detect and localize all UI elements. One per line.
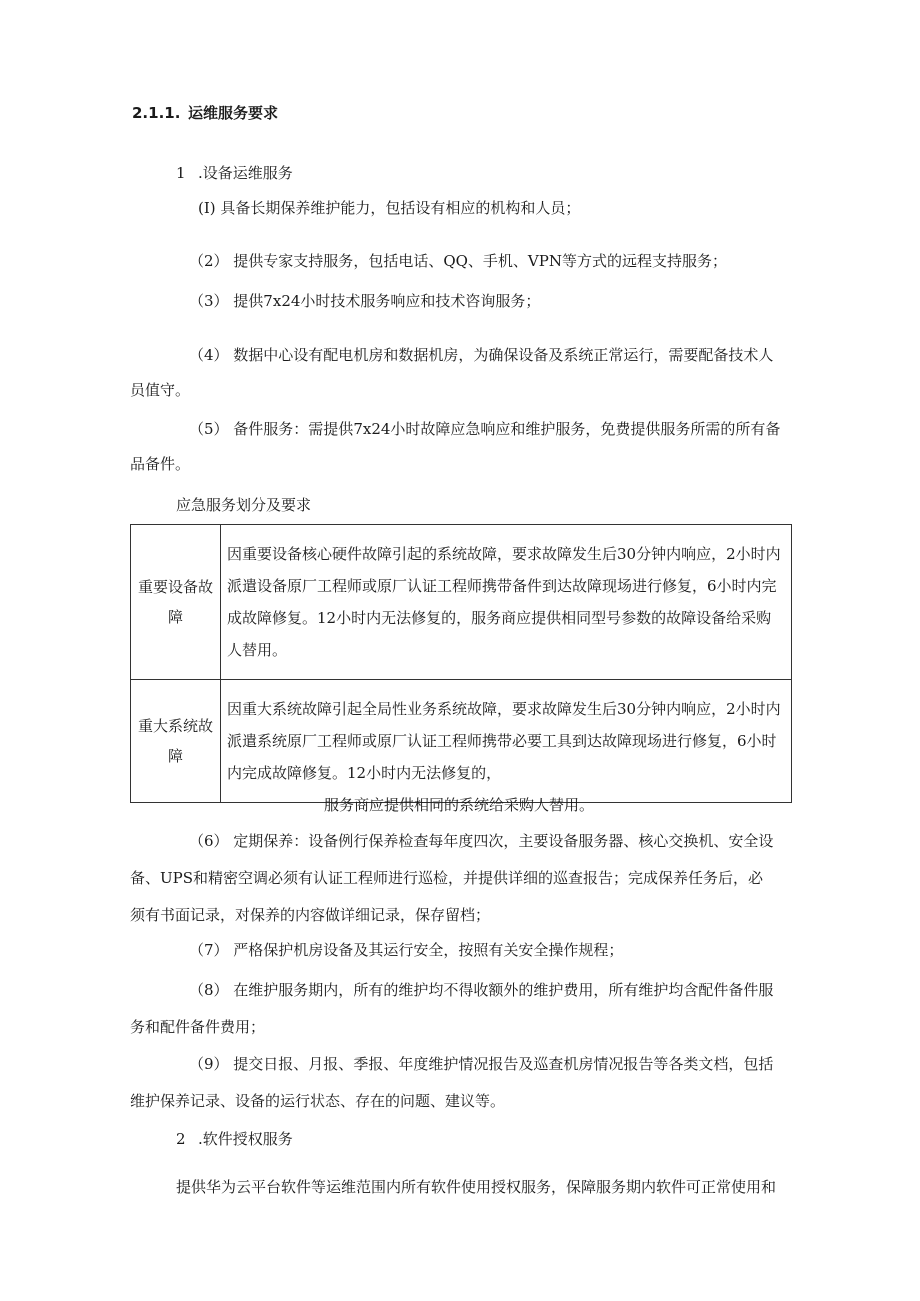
heading-number: 2.1.1. (132, 104, 181, 122)
table-desc-cell: 因重要设备核心硬件故障引起的系统故障，要求故障发生后30分钟内响应，2小时内派遣设备原厂工程师或原厂认证工程师携带备件到达故障现场进行修复，6小时内完成故障修复。12小时内无法修复的，服务商应提供相同型号参数的故障设备给采购人替用。 (221, 525, 792, 680)
item-4-line-1: （4） 数据中心设有配电机房和数据机房，为确保设备及系统正常运行，需要配备技术人 (189, 346, 774, 364)
item-2: （2） 提供专家支持服务，包括电话、QQ、手机、VPN等方式的远程支持服务； (189, 252, 727, 270)
section-2-number: 2 (176, 1130, 186, 1148)
section-1-title (176, 162, 293, 183)
table-caption: 应急服务划分及要求 (176, 496, 312, 514)
section-2-title (176, 1128, 293, 1149)
item-6-line-1: （6） 定期保养：设备例行保养检查每年度四次，主要设备服务器、核心交换机、安全设 (189, 832, 774, 850)
item-9-line-1: （9） 提交日报、月报、季报、年度维护情况报告及巡查机房情况报告等各类文档，包括 (189, 1055, 774, 1073)
item-9-line-2: 维护保养记录、设备的运行状态、存在的问题、建议等。 (130, 1092, 506, 1110)
table-category-cell: 重大系统故障 (131, 680, 221, 803)
section-2-line-1: 提供华为云平台软件等运维范围内所有软件使用授权服务，保障服务期内软件可正常使用和 (176, 1178, 777, 1196)
item-5-line-2: 品备件。 (130, 455, 191, 473)
heading-title: 运维服务要求 (188, 104, 279, 122)
item-4-line-2: 员值守。 (130, 381, 191, 399)
item-6-line-2: 备、UPS和精密空调必须有认证工程师进行巡检，并提供详细的巡查报告；完成保养任务后，必 (130, 869, 764, 887)
section-heading (132, 102, 278, 123)
item-3: （3） 提供7x24小时技术服务响应和技术咨询服务； (189, 292, 541, 310)
table-row (131, 680, 792, 803)
item-6-line-3: 须有书面记录，对保养的内容做详细记录，保存留档； (130, 906, 491, 924)
table-row (131, 525, 792, 680)
table-after-note: 服务商应提供相同的系统给采购人替用。 (324, 796, 595, 814)
section-1-label: .设备运维服务 (198, 164, 293, 182)
item-1: (I) 具备长期保养维护能力，包括设有相应的机构和人员； (198, 199, 581, 217)
table-desc-cell: 因重大系统故障引起全局性业务系统故障，要求故障发生后30分钟内响应，2小时内派遣系统原厂工程师或原厂认证工程师携带必要工具到达故障现场进行修复，6小时内完成故障修复。12小时内无法修复的， (221, 680, 792, 803)
item-8-line-2: 务和配件备件费用； (130, 1018, 266, 1036)
table-category-cell: 重要设备故障 (131, 525, 221, 680)
item-8-line-1: （8） 在维护服务期内，所有的维护均不得收额外的维护费用，所有维护均含配件备件服 (189, 981, 774, 999)
section-2-label: .软件授权服务 (198, 1130, 293, 1148)
section-1-number: 1 (176, 164, 186, 182)
emergency-service-table (130, 524, 792, 803)
item-5-line-1: （5） 备件服务：需提供7x24小时故障应急响应和维护服务，免费提供服务所需的所有备 (189, 420, 781, 438)
item-7: （7） 严格保护机房设备及其运行安全，按照有关安全操作规程； (189, 941, 624, 959)
